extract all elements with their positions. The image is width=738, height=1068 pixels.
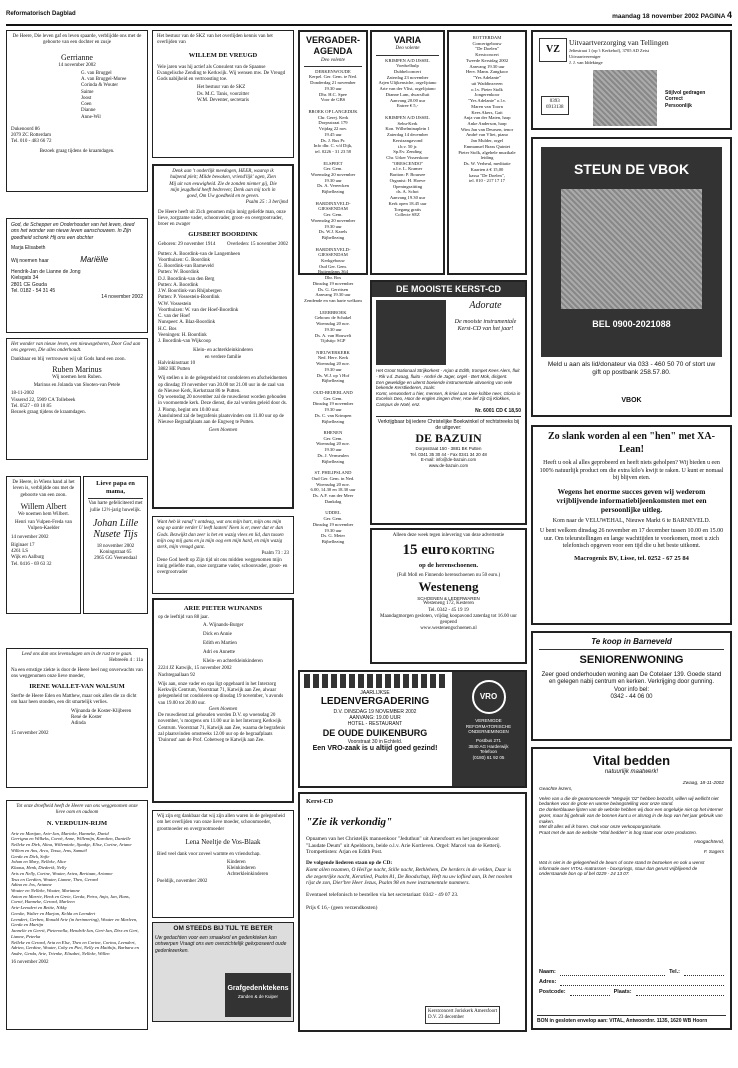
vro-logo: VRO xyxy=(472,680,506,714)
name-field[interactable] xyxy=(560,969,665,976)
birth-ad-gerrianne: De Heere, Die leven gaf en leven spaarde, verblijdde ons met de geboorte van een dochter en zusje Gerrianne 14 november 2002 G. van Bruggel A. van Bruggel-Moree Corinda & Wouter Saime Joost Coen Dianne Anne-Wil Dukenoord 86 2079 ZC Rotterdam Tel. 010 - 483 66 72 Bezoek graag tijdens de kraamdagen. xyxy=(6,30,148,192)
senior-home-ad: Te koop in Barneveld SENIORENWONING Zeer goed onderhouden woning aan De Cotelaer 139. Goede stand en gelegen nabij centrum en kerken. Verkrijging door gunning. Voor info bel: 0342 - 44 06 00 xyxy=(531,631,732,741)
christmas-cd-ad: DE MOOISTE KERST-CD Adorate De mooiste instrumentale Kerst-CD van het jaar! Het Groot Nationaal Strijkorkest - Arjan & Edith, trompet Kees Alers, fluit - Rik v.d. Zwaag, fluito - André de Jager, orgel - Bert Mok, dirigent. Een geweldige en uiterst boeiende instrumentale uitvoering van vele bekende Kerstliederen, zoals: Komt, verwondert u hier, mensen, Ik kniel aan Uwe kribbe neer, Gloria in Excelsis Deo, Hoor de englen zingen d'eer, Hoe lief zijt Gij Klokkes, Campus de Noël, enz. Nr. 6001 CD € 18,50 Verkrijgbaar bij iedere Christelijke Boekwinkel of rechtstreeks bij de uitgever: DE BAZUIN Dorpsstraat 150 - 3881 BK Putten Tel. 0341 35 30 44 - Fax 0341 34 20 48 E-mail: info@de-bazuin.com www.de-bazuin.com xyxy=(370,280,527,525)
city-field[interactable] xyxy=(636,989,724,996)
funeral-service-tellingen: VZ Uitvaartverzorging van Tellingen Jeltestraat 1 (op 't Kerkehof), 3705 AD Zeist Uitvaartvereniger J. J. van Iddekinge 0393 6913138 Stijlvol gedragen Correct Persoonlijk xyxy=(531,30,732,130)
congrats-ad: Lieve papa en mama, Van harte gefeliciteerd met jullie 12½-jarig huwelijk. Johan Lille Nusete Tijs 18 november 2002 Koningstraat 65 2965 GG Veenendaal xyxy=(83,476,148,614)
concert-rotterdam: ROTTERDAM Concertgebouw "De Doelen" Kerstconcert Tweede Kerstdag 2002 Aanvang 19.30 uur Herv. Mann. Zangkoor "Yes Adelante" uit Waddinxveen o.l.v. Pieter Stolk Jongerenkoor "Yes Adelante" o.l.v. Maren van Toorn Kees Akers, Gait Anja van der Maten, harp Anke Anderson, harp Wim Jan van Deursen, tenor André van Vliet, piano Jan Mulder, orgel Emmanuel Brass Quintet Pieter Stolk, algehele muzikale leiding Ds. W. Verheul, meditatie Kaarten à € 15,00 kassa "De Doelen", tel. 010 - 217 17 17 xyxy=(447,30,527,275)
address-field[interactable] xyxy=(560,979,724,986)
poem-notice: Want heb ik vanaf 't ontdeag, wat ons mijn hart, mijn ons mijn oog op aarde verder U leeft laaten! Neen is er, meer dat er dan Gods. Bezwijkt dan zeer is het en wazig vlees en lid, dan tussen mijn oog mij gans en ja mijn oog een mijn hard, en mijn wazig sterk, mijn vreugd ganz. Psalm 73 : 23 Dene God heeft op Zijn tijd uit ons midden weggenomen mijn innig geliefde man, onze zorgzame vader, schoonvader, groot- en overgrootvader xyxy=(152,516,294,594)
vro-logo-panel: VRO VERENIGDE REFORMATORISCHE ONDERNEMINGEN Postbus 271 3840 AG Harderwijk Telefoon (0180) 61 92 05 xyxy=(452,672,525,786)
order-form: Naam: Tel.: Adres: Postcode: Plaats: xyxy=(539,969,724,996)
page-info: maandag 18 november 2002 PAGINA 4 xyxy=(612,10,732,20)
vital-bedden-letter: Vital bedden natuurlijk maatwerk! Zwaag, 18-11-2002 Geachte lezers, Velen van u die de geannonceerde "Wegwijs '02" hebben bezocht, willen wij wellicht niet bedanken voor de grote en warme belangstelling voor onze stand. De donkerblauwe lijsten van de website hebben wij door een ongelukje niet op het internet gezet, maar bij gebruik van de bonnen kunt u er alsnog in de loop van het jaar gebruik van maken. Met dit alles wil ik horen. Ook voor onze verkooporganisatie. Praat met de aan de website "Vital bedden" in bog staat voor onze producten. Hoogachtend, F. Sagers Wat is niet in de gelegenheid de beurs of onze stand te bezoeken en ook u wenst informatie over VITAL-matrassen - boxsprings, stuur dan gerust vrijblijvend de onderstaande bon op of bel 0229 - 24 13 07. Naam: Tel.: Adres: Postcode: Plaats: BON in gesloten envelop aan: VITAL, Antwoordnr. 1135, 1620 WB Hoorn xyxy=(531,747,732,1030)
meeting-agenda: VERGADER-AGENDA Deo volente DERKENWOUDE Kerpel. Ger. Gem. te Ned. Donderdag 21 november 19.30 uur Dhr. H.C. Spee Voor de GBS BROEK OP LANGEDIJK Chr. Gerej. Kerk Dorpsstraat 179 Vrijdag 22 nov. 19.45 uur Ds. J. Rus Pr. Info dhr. C. v/d Dijk, tel. 0226 - 31 23 58 ELSPEET Ger. Gem. Woensdag 20 november 19.30 uur Ds. A. Vereecken Bijbellezing HARDINXVELD-GIESSENDAM Ger. Gem. Woensdag 20 november 19.30 uur Ds. W.J. Karels Bijbellezing HARDINXVELD-GIESSENDAM Kerkgebouw Oud Ger. Gem. Buitendams 364 Dhr. Bos Dinsdag 19 november Ds. G. Gerritsen Aanvang 19.30 uur Zendende en van harte welkom LEERBROEK Gebouw de Schakel Woensdag 20 nov. 19.30 uur Ds. A. van Houwelt Tijdstip: SGP NIEUWERKERK Ned. Herv. Kerk Woensdag 20 nov. 19.30 uur Ds. W.J. op 't Hof Bijbellezing OUD-BEIJERLAND Ger. Gem. Dinsdag 19 november 19.30 uur Ds. C. van Krimpen Bijbellezing RHENEN Ger. Gem. Woensdag 20 nov. 19.30 uur Ds. J. Vermeulen Bijbellezing ST. PHILIPSLAND Oud Ger. Gem. in Ned. Woensdag 20 nov. 6.00, 14.30 en 18.30 uur Ds. A.F. van der Meer Dankdag UDDEL Ger. Gem. Dinsdag 19 november 19.30 uur Ds. G. Meier Bijbellezing xyxy=(298,30,368,275)
westeneng-shoes-ad: Alleen deze week tegen inlevering van deze advertentie 15 euro KORTING op de herenschoenen. (Full Moll en Finnendo herenschoenen nu 50 euro.) Westeneng SCHOENEN & LEDERWAREN Westeneng 172, Kesteren Tel. 0342 - 45 19 19 Maandagmorgen gesloten, vrijdag koopavond zaterdag tot 16.00 uur geopend www.westenengschoenen.nl xyxy=(370,528,527,664)
obituary-wallet: Leed ons dan ons levensdagen om in de rust te te gaan. Hebreeën 4 : 11a Na een ernstige ziekte is door de Heere heel nog onverwachts van ons weggenomen onze lieve moeder, IRENE WALLET-VAN WALSUM Sterfte de Heere Eden en Matthew, maar ook allen die zo dicht om haar heen stonden, een dit smartelijk verlies. Wijnanda de Koster-Klijberen René de Koster Adinda 15 november 2002 xyxy=(6,648,148,788)
thanks-de-vos: Wij zijn erg dankbaar dat wij zijn allen waren in de gelegenheid om het overlijden van onze lieve moeder, schoonmoeder, grootmoeder en overgrootmoeder Lena Neeltje de Vos-Blaak Bied veel dank voor zoveel warmte en vriendschap. Kinderen Kleinkinderen Achterkleinkinderen Poeldijk, november 2002 xyxy=(152,810,294,918)
vbok-ad: STEUN DE VBOK BEL 0900-2021088 Meld u aan als lid/donateur via 033 - 460 50 70 of stort uw gift op postbank 258.57.80. VBOK xyxy=(531,137,732,417)
paper-name: Reformatorisch Dagblad xyxy=(6,11,76,17)
gravestones-sign: Grafgedenktekens Zanden & de Kuiper xyxy=(225,973,291,1017)
varia-agenda: VARIA Deo volente KRIMPEN A/D IJSSEL Voedselhulp Dubbelconcert Zaterdag 23 november Arjen Ulijkensiche, orgel/piano Arie van der Vlist, orgel/piano Dianne Lam, dwarsfluit Aanvang 20.00 uur Entree € 5,- KRIMPEN A/D IJSSEL Sebu-Kerk Kon. Wilhelminaplein 1 Zaterdag 14 december Kerstzangavond t.b.v. 50 jr. Sp.Ev. Zending Chr. Urker Visserskoor "ORESCENDO" o.l.v. L. Kramer Bariton: P. Boursee Organist: H. Hoeve Openingszitting ds. A. Schot Aanvang 19.30 uur Kerk open 18.45 uur Toegang gratis Collecte SEZ xyxy=(370,30,445,275)
vbok-photo: STEUN DE VBOK BEL 0900-2021088 xyxy=(541,147,722,357)
obituary-wijnands: ARIE PIETER WIJNANDS op de leeftijd van 88 jaar. A. Wijnands-Burger Dick en Annie Edith en Martien Adri en Annette Klein- en achterkleinkinderen 2224 JZ Katwijk, 15 november 2002 Nachtegaallaan 92 Wijs aan, onze vader en opa ligt opgebaard in het Interzorg Kerkwijk Centrum, Voorstraat 71, Katwijk aan Zee, alwaar gelegenheid tot condoleren op dinsdag 19 november, 's avonds van 19.00 tot 20.00 uur. Geen bloemen De rouwdienst zal gehouden worden D.V. op woensdag 20 november, 's morgens om 11.00 uur in het Interzorg Kerkwijk Centrum. Voorstraat 71, Katwijk aan Zee, waarna de begrafenis zal plaatsvinden omstreeks 12.00 uur op de begraafplaats 'Duinrust' aan de Prof. Cobetweg te Katwijk aan Zee. xyxy=(152,598,294,803)
masthead xyxy=(6,10,732,26)
kerst-cd-jeduthun: Kerst-CD "Zie ik verkondig" Opnamen van het Christelijk mannenkoor "Jeduthun" uit Amersfoort en het jongerenkoor "Laudate Deum" uit Apeldoorn, beide o.l.v. Arie Kortleven. Orgel: Marcel van de Ketterij. Trompettisten: Arjan en Edith Post. De volgende liederen staan op de CD: Komt allen tezamen, O Heil'ge nacht, Stille nacht, Bethlehem, De herders in de velden, Daar is die zegenrijke nacht, Kerstlied, Psalm 81, De Boodschap, Heft nu uw loflied aan, Ik bet nooiten rijst de zon, Dier'bre Heer Jezus, Psalm 98 en twee instrumentale nummers. Eventueel telefonisch te bestellen via het secretariaat: 0342 - 49 07 23. Prijs € 16,- (geen verzendkosten) Kerstconcert Joriskerk Amersfoort D.V. 23 december xyxy=(298,792,527,1032)
birth-ad-marielle: God, de Schepper en Onderhouder van het leven, deed ons het wonder van nieuw leven aanschouwen. In Zijn goedheid schonk Hij ons een dochter Marja Elisabeth Wij noemen haar Mariëlle Hendrik-Jan de Lianne de Jong Kielsgats 34 2801 CE Gouda Tel. 0182 - 54 31 45 14 november 2002 xyxy=(6,218,148,333)
tellingen-logo: VZ xyxy=(539,38,567,62)
postcode-field[interactable] xyxy=(570,989,610,996)
obituary-boordink: Denk aan 't onderlijk meedogen, HEER, waarop ik hulpend pleit; Milde bewaken, vriend'lijk' ogen, Zien Mij uit van eeuwigheid. Zie de zonden niemer gij, Die mijn jeugdheid heeft bedreven; Denk aan mij toch in goed, Om Uw goedheid en te geven. Psalm 25 : 3 berijmd De Heere heeft uit Zich genomen mijn innig geliefde man, onze lieve, zorgzame vader, schoonvader, groot- en overgrootvader, broer en zwager GIJSBERT BOORDINK Geboren: 29 november 1914 Overleden: 15 november 2002 Putten: A. Boordink-van de Langemheen Voorthuizen: G. Boordink G. Boordink-van Barneveld Putten: W. Boordink D.J. Boordink-van den Berg Putten: A. Boordink J.W. Boordink-van Rhijnbergen Putten: P. Vossestein-Boordink W.W. Vossestein Voorthuizen: W. van der Hoef-Boordink C. van der Hoef Nunspeet: A. Blaz-Boordink H.C. Bos Veeningen: H. Boordink J. Boordink-van Wijkcoop Klein- en achterkleinkinderen en verdere familie Halvinkinstraat 10 3882 HE Putten Wij stellen u in de gelegenheid tot condoleren en afscheidnemen op dinsdag 19 november van 20.00 tot 21.00 uur in de zaal van de Nieuwe Kerk, Kerkstraat 86 te Putten. Op woensdag 20 november zal de rouwdienst worden gehouden in voornoemde kerk. Deze dienst, die zal worden geleid door ds. J. Plomp, begint om 10.00 uur. Aansluitend zal de begrafenis plaatsvinden om 11.00 uur op de Nieuwe Begraafplaats aan de Engweg te Putten. Geen bloemen xyxy=(152,164,294,509)
birth-ad-ruben: Het wonder van nieuw leven, een nieuwsgeboren, Door God aan ons gegeven, Die alles onderhoudt. Dankbaar en blij vertrouwen wij uit Gods hand een zoon. Ruben Marinus Wij noemen hem Ruben. Marinus en Jolanda van Slooten-van Petele 18-11-2002 Vissersd 22, 5909 CA Tollebeek Tel. 0527 - 69 10 85 Bezoek graag tijdens de kraamdagen. xyxy=(6,338,148,460)
birth-ad-willem: De Heere, in Wiens hand al het leven is, verblijdde ons met de geboorte van een zoon. Willem Albert We noemen hem Wilbert. Henri van Vulpen-Freda van Vulpen-Kaelder 14 november 2002 Biginaer 17 4261 LS Wijk en Aalburg Tel. 0416 - 69 63 32 xyxy=(6,476,81,614)
tellingen-photo xyxy=(593,70,657,126)
skz-notice: Het bestuur van de SKZ van het overlijden kennis van het overlijden van WILLEM DE VREUGD Vele jaren was hij actief als Consulent van de Spaanse Evangelische Zending te Kerkwijk. Wij wensen mw. De Vreugd Gods nabijheid en vertroosting toe. Het bestuur van de SKZ Ds. M.C. Tanis, voorzitter W.M. Deventer, secretaris xyxy=(152,30,294,158)
vro-meeting-ad: JAARLIJKSE LEDENVERGADERING D.V. DINSDAG 19 NOVEMBER 2002 AANVANG: 19.00 UUR HOTEL - RESTAURANT DE OUDE DUIKENBURG Voorstraat 30 in Echteld. Een VRO-zaak is u altijd goed gezind! VRO VERENIGDE REFORMATORISCHE ONDERNEMINGEN Postbus 271 3840 AG Harderwijk Telefoon (0180) 61 92 05 xyxy=(298,670,527,788)
xalean-ad: Zo slank worden al een "hen" met XA-Lean! Heeft u ook al alles geprobeerd en heeft niets geholpen? Wij bieden u een 100% natuurlijk product om die extra kilo's kwijt te raken. U kunt er nomaal bij blijven eten. Wegens het enorme succes geven wij wederom vrijblijvende informatiebijeenkomsten met een persoonlijke uitleg. Kom naar de VELUWEHAL, Nieuwe Markt 6 te BARNEVELD. U bent welkom dinsdag 26 november en 17 december tussen 10.00 en 15.00 uur. Om teleurstellingen en lange wachttijden te voorkomen, moet u zich telefonisch opgeven voor een tijd die u het beste uitkomt. Macrogenix BV, Lisse, tel. 0252 - 67 25 84 xyxy=(531,425,732,625)
cd-cover-image xyxy=(376,300,446,365)
gravestones-ad: OM STEEDS BIJ TIJL TE BETER Uw gedachten voor een smaakvol en gedenkteken kan ontwerpen Vraagt ons een overzichtelijk geëxposeerd oude gedenkwerken. Grafgedenktekens Zanden & de Kuiper xyxy=(152,922,294,1022)
obituary-verduijn: Tot onze droefheid heeft de Heere van ons weggenomen onze lieve oom en oudoom N. VERDUIJN-RIJM Arie en Martjan, Arie-Jan, Marieke, Hanneke, David Gerrigna en Wilkeks, Cornè, Anne, Willemijn, Karolien, Danielle Nelleke en Dirk, Alina, Willemieke, Sjaakje, Elise, Corine, Ariane Willem en Ans, Arco, Tessa, Jens, Samuël Gerda en Dick, Sofie Johan en Mary, Nelleke, Alice Klaasa, Henk, Diederik, Nelly Aris en Nelly, Corine, Wouter, Ariea, Bertiaan, Arianne Teus en Gerdien, Wouter, Lianne, Theo, Gerard Adina en Jos, Arianne Wouter en Nelleke, Wouter, Marianne Anton en Marrie, Henk en Grete, Gerda, Petra, Anja, Jan, Hans, Corné, Hanneke, Gerard, Marleen Arie-Leendert en Bettie, Nikky Geeske, Walter en Marjan, Kelda en Leendert Leendert, Gerben, Ronald Arie (in herinnering), Wouter en Marleen, Gerda en Martijn Jannelie en Gerrit, Pieternella, Hendrik-Jan, Gert-Jan, Dirx en Gert, Lianne, Peterka Nelleke en Gerard, Aria en Else, Theo en Corine, Corina, Leendert, Adrien, Gerdine, Wouter, Coby en Piet, Nelly en Matthijs, Barbara en Andre, Gerda, Arie, Trienke, Elisabet, Nelleke, Willen 16 november 2002 xyxy=(6,800,148,1030)
phone-field[interactable] xyxy=(684,969,724,976)
